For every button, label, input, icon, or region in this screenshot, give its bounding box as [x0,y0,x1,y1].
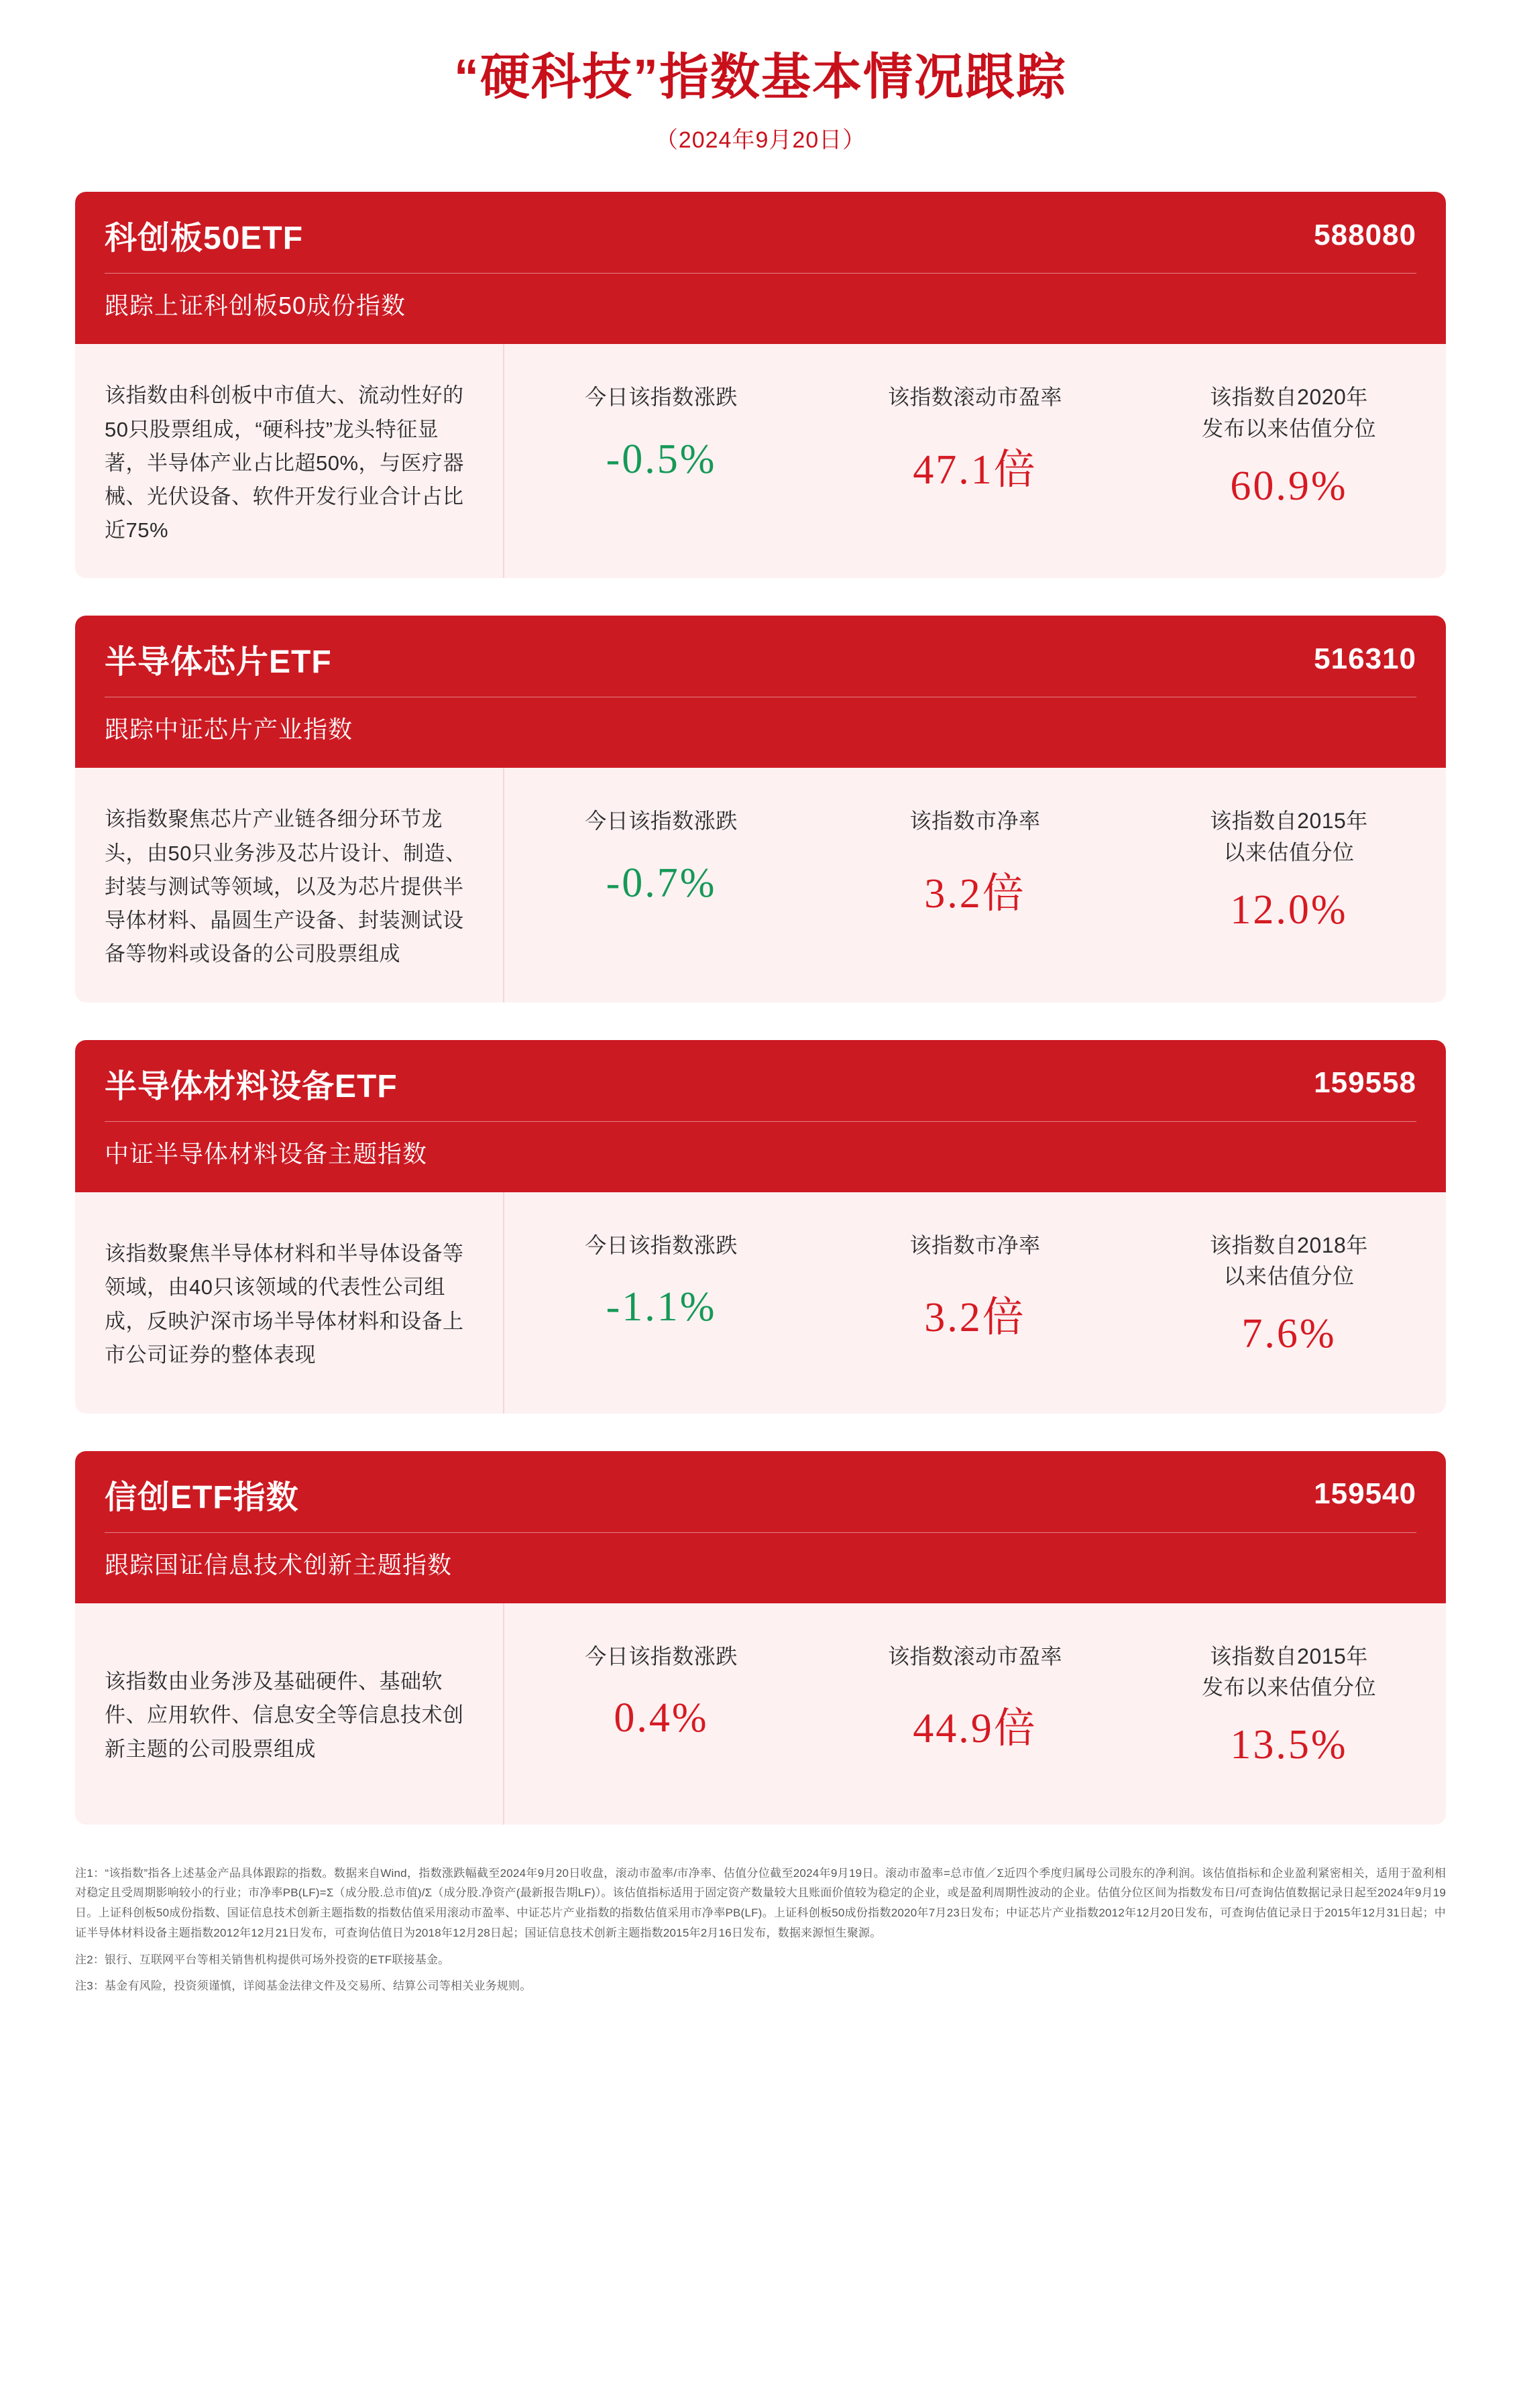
metric-value: 3.2倍 [924,870,1026,917]
poster-header [75,0,1446,154]
metric-value: 13.5% [1230,1722,1348,1768]
metric-label: 今日该指数涨跌 [585,385,738,410]
metric-label: 今日该指数涨跌 [585,1644,738,1668]
etf-description-cell [75,1192,504,1414]
metric-value: 60.9% [1230,463,1348,510]
metric-label: 该指数自2015年 发布以来估值分位 [1201,1644,1376,1699]
etf-card-body [75,768,1446,1002]
etf-description-cell [75,1603,504,1825]
etf-tracked-index: 跟踪国证信息技术创新主题指数 [105,1550,453,1579]
footnote-1: 注1：“该指数”指各上述基金产品具体跟踪的指数。数据来自Wind，指数涨跌幅截至2024年9月20日收盘，滚动市盈率/市净率、估值分位截至2024年9月19日。滚动市盈率=总市值／Σ近四个季度归属母公司股东的净利润。该估值指标和企业盈利紧密相关，适用于盈利相对稳定且受周期影响较小的行业；市净率PB(LF)=Σ（成分股.总市值)/Σ（成分股.净资产(最新报告期LF)）。该估值指标适用于固定资产数量较大且账面价值较为稳定的企业，或是盈利周期性波动的企业。估值分位区间为指数发布日/可查询估值数据记录日起至2024年9月19日。上证科创板50成份指数、国证信息技术创新主题指数的指数估值采用滚动市盈率、中证芯片产业指数的指数估值采用市净率PB(LF)。上证科创板50成份指数2020年7月23日发布；中证芯片产业指数2012年12月20日发布，可查询估值记录日于2015年12月31日起；中证半导体材料设备主题指数2012年12月21日发布，可查询估值日为2018年12月28日起；国证信息技术创新主题指数2015年2月16日发布，数据来源恒生聚源。 [75,1866,1446,1939]
page-subtitle: （2024年9月20日） [655,127,866,154]
footnote-3: 注3：基金有风险，投资须谨慎，详阅基金法律文件及交易所、结算公司等相关业务规则。 [75,1980,532,1993]
metric-label: 该指数自2015年 以来估值分位 [1210,809,1368,864]
metric-2 [1132,344,1446,578]
etf-tracked-index: 中证半导体材料设备主题指数 [105,1139,428,1167]
metric-value: -1.1% [606,1283,717,1330]
metric-label: 该指数自2018年 以来估值分位 [1210,1232,1368,1288]
metric-label: 该指数滚动市盈率 [887,1644,1062,1668]
metric-value: 7.6% [1241,1311,1337,1357]
metric-label: 该指数市净率 [909,809,1041,834]
metric-value: 0.4% [614,1695,709,1741]
etf-code: 516310 [1314,642,1416,675]
page-title: “硬科技”指数基本情况跟踪 [454,49,1067,105]
etf-code: 159558 [1314,1066,1416,1100]
metric-label: 该指数市净率 [909,1232,1041,1257]
etf-metrics [504,344,1446,578]
etf-name: 科创板50ETF [105,221,304,257]
metric-value: 12.0% [1230,887,1348,933]
metric-value: -0.5% [606,436,717,482]
metric-2 [1132,1603,1446,1825]
etf-description-cell [75,344,504,578]
metric-1 [818,1192,1132,1414]
footnotes [75,1864,1446,2024]
etf-card-159558 [75,1040,1446,1414]
etf-card-516310 [75,616,1446,1002]
etf-metrics [504,1603,1446,1825]
metric-label: 该指数自2020年 发布以来估值分位 [1201,385,1376,441]
etf-tracked-index: 跟踪中证芯片产业指数 [105,715,353,744]
metric-value: -0.7% [606,860,717,906]
metric-1 [818,768,1132,1002]
footnote-2: 注2：银行、互联网平台等相关销售机构提供可场外投资的ETF联接基金。 [75,1953,450,1966]
etf-name: 半导体材料设备ETF [105,1068,398,1104]
metric-value: 44.9倍 [913,1705,1037,1752]
metric-2 [1132,768,1446,1002]
etf-name: 信创ETF指数 [105,1479,299,1515]
header-divider [105,1532,1416,1533]
etf-metrics [504,1192,1446,1414]
metric-value: 3.2倍 [924,1294,1026,1340]
etf-code: 588080 [1314,218,1416,251]
metric-0 [504,768,818,1002]
metric-0 [504,344,818,578]
etf-code: 159540 [1314,1477,1416,1511]
header-divider [105,1121,1416,1122]
etf-card-159540 [75,1451,1446,1825]
etf-tracked-index: 跟踪上证科创板50成份指数 [105,292,406,320]
metric-value: 47.1倍 [913,447,1037,493]
etf-name: 半导体芯片ETF [105,644,332,681]
etf-metrics [504,768,1446,1002]
metric-label: 今日该指数涨跌 [585,809,738,834]
etf-card-body [75,344,1446,578]
etf-description-cell [75,768,504,1002]
etf-card-header [75,1451,1446,1603]
metric-0 [504,1603,818,1825]
etf-description: 该指数由科创板中市值大、流动性好的50只股票组成，“硬科技”龙头特征显著，半导体产业占比超50%，与医疗器械、光伏设备、软件开发行业合计占比近75% [105,384,465,542]
etf-description: 该指数聚焦半导体材料和半导体设备等领域，由40只该领域的代表性公司组成，反映沪深市场半导体材料和设备上市公司证券的整体表现 [105,1242,464,1367]
etf-card-header [75,1040,1446,1192]
etf-card-body [75,1603,1446,1825]
metric-0 [504,1192,818,1414]
etf-card-588080 [75,192,1446,578]
header-divider [105,273,1416,274]
metric-1 [818,344,1132,578]
etf-card-header [75,192,1446,344]
metric-label: 该指数滚动市盈率 [887,385,1062,410]
etf-card-header [75,616,1446,768]
etf-card-body [75,1192,1446,1414]
etf-description: 该指数由业务涉及基础硬件、基础软件、应用软件、信息安全等信息技术创新主题的公司股票组成 [105,1670,464,1761]
metric-1 [818,1603,1132,1825]
etf-card-list [75,192,1446,1824]
metric-2 [1132,1192,1446,1414]
etf-description: 该指数聚焦芯片产业链各细分环节龙头，由50只业务涉及芯片设计、制造、封装与测试等领域，以及为芯片提供半导体材料、晶圆生产设备、封装测试设备等物料或设备的公司股票组成 [105,807,467,966]
metric-label: 今日该指数涨跌 [585,1232,738,1257]
